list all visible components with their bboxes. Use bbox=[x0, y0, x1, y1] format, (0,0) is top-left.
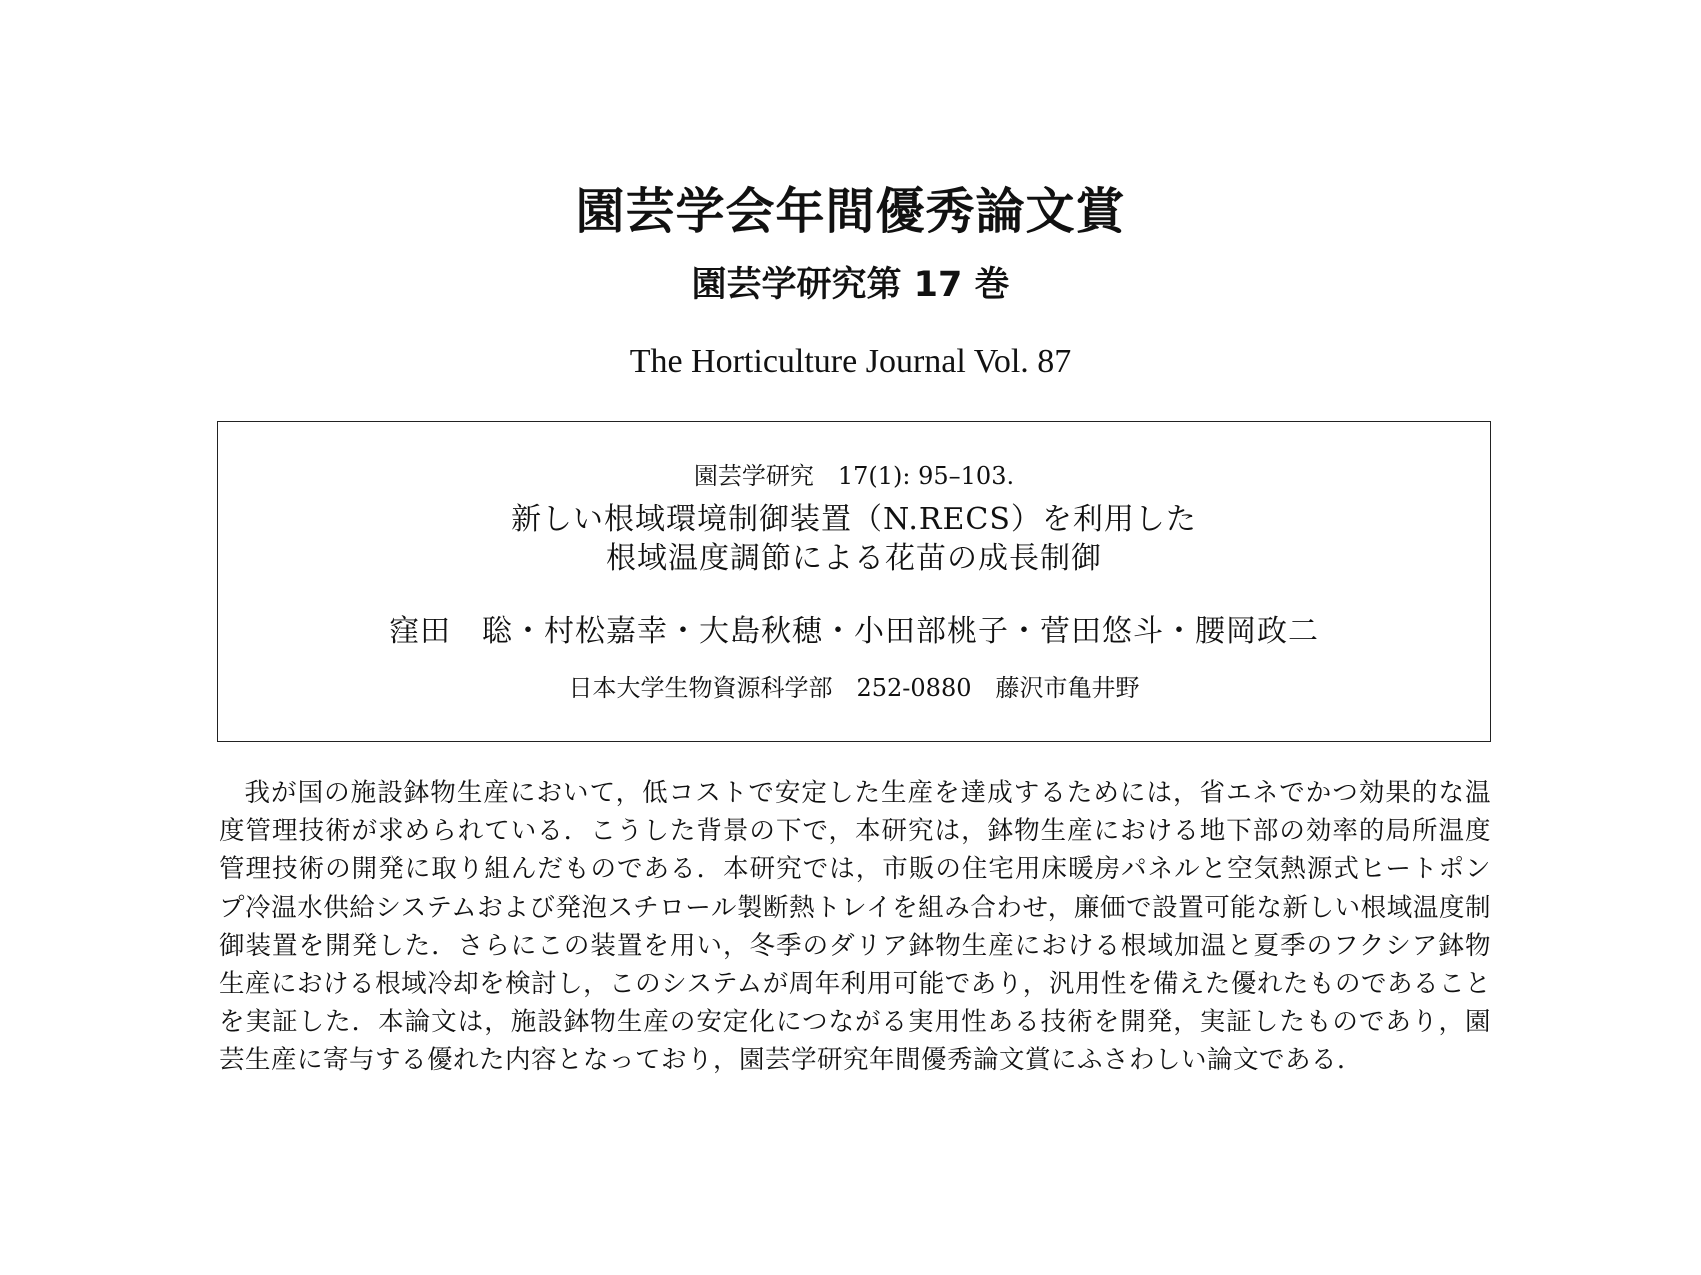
paper-affiliation: 日本大学生物資源科学部 252-0880 藤沢市亀井野 bbox=[568, 674, 1140, 702]
paper-authors: 窪田 聡・村松嘉幸・大島秋穂・小田部桃子・菅田悠斗・腰岡政二 bbox=[389, 614, 1319, 649]
paper-title-line-2: 根域温度調節による花苗の成長制御 bbox=[606, 541, 1102, 576]
award-title: 園芸学会年間優秀論文賞 bbox=[575, 183, 1126, 240]
journal-volume-english: The Horticulture Journal Vol. 87 bbox=[629, 343, 1072, 380]
paper-citation: 園芸学研究 17(1): 95–103. bbox=[693, 462, 1015, 490]
journal-volume-japanese: 園芸学研究第 17 巻 bbox=[691, 265, 1010, 305]
award-description-paragraph: 我が国の施設鉢物生産において，低コストで安定した生産を達成するためには，省エネでかつ効果的な温度管理技術が求められている．こうした背景の下で，本研究は，鉢物生産における地下部の効率的局所温度管理技術の開発に取り組んだものである．本研究では，市販の住宅用床暖房パネルと空気熱源式ヒートポンプ冷温水供給システムおよび発泡スチロール製断熱トレイを組み合わせ，廉価で設置可能な新しい根域温度制御装置を開発した．さらにこの装置を用い，冬季のダリア鉢物生産における根域加温と夏季のフクシア鉢物生産における根域冷却を検討し，このシステムが周年利用可能であり，汎用性を備えた優れたものであることを実証した．本論文は，施設鉢物生産の安定化につながる実用性ある技術を開発，実証したものであり，園芸生産に寄与する優れた内容となっており，園芸学研究年間優秀論文賞にふさわしい論文である． bbox=[219, 778, 1491, 1076]
paper-title-line-1: 新しい根域環境制御装置（N.RECS）を利用した bbox=[511, 502, 1197, 537]
paper-info-box bbox=[217, 421, 1491, 742]
